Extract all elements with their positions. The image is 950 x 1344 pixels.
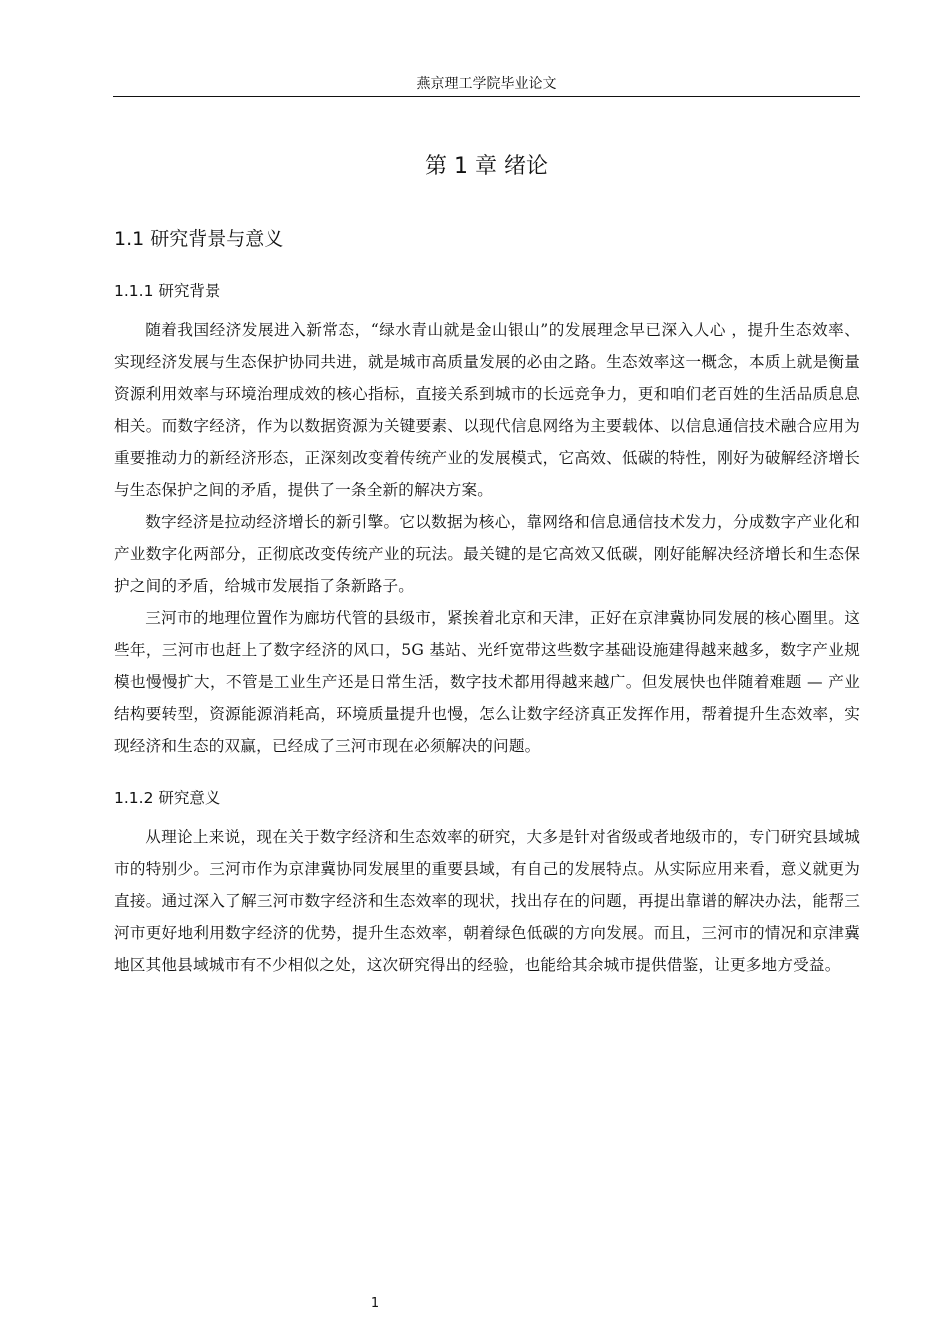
paragraph: 随着我国经济发展进入新常态，“绿水青山就是金山银山”的发展理念早已深入人心 ，提升生态效率、实现经济发展与生态保护协同共进，就是城市高质量发展的必由之路。生态效率这一概念，本质上就是衡量资源利用效率与环境治理成效的核心指标，直接关系到城市的长远竞争力，更和咱们老百姓的生活品质息息相关。而数字经济，作为以数据资源为关键要素、以现代信息网络为主要载体、以信息通信技术融合应用为重要推动力的新经济形态，正深刻改变着传统产业的发展模式，它高效、低碳的特性，刚好为破解经济增长与生态保护之间的矛盾，提供了一条全新的解决方案。 xyxy=(114,321,860,499)
section-1-1-2-body xyxy=(114,821,860,981)
header-divider xyxy=(113,96,860,97)
section-title-1-1: 1.1 研究背景与意义 xyxy=(114,228,284,250)
paragraph: 从理论上来说，现在关于数字经济和生态效率的研究，大多是针对省级或者地级市的，专门研究县域城市的特别少。三河市作为京津冀协同发展里的重要县域，有自己的发展特点。从实际应用来看，意义就更为直接。通过深入了解三河市数字经济和生态效率的现状，找出存在的问题，再提出靠谱的解决办法，能帮三河市更好地利用数字经济的优势，提升生态效率，朝着绿色低碳的方向发展。而且，三河市的情况和京津冀地区其他县域城市有不少相似之处，这次研究得出的经验，也能给其余城市提供借鉴，让更多地方受益。 xyxy=(114,828,860,974)
subsection-title-1-1-1: 1.1.1 研究背景 xyxy=(114,282,221,300)
chapter-title: 第 1 章 绪论 xyxy=(425,154,548,179)
paragraph: 数字经济是拉动经济增长的新引擎。它以数据为核心，靠网络和信息通信技术发力，分成数字产业化和产业数字化两部分，正彻底改变传统产业的玩法。最关键的是它高效又低碳，刚好能解决经济增长和生态保护之间的矛盾，给城市发展指了条新路子。 xyxy=(114,513,860,595)
page-number: 1 xyxy=(370,1296,380,1311)
page-header-title: 燕京理工学院毕业论文 xyxy=(416,76,557,92)
paragraph: 三河市的地理位置作为廊坊代管的县级市，紧挨着北京和天津，正好在京津冀协同发展的核心圈里。这些年，三河市也赶上了数字经济的风口，5G 基站、光纤宽带这些数字基础设施建得越来越多，数字产业规模也慢慢扩大，不管是工业生产还是日常生活，数字技术都用得越来越广。但发展快也伴随着难题 — 产业结构要转型，资源能源消耗高，环境质量提升也慢，怎么让数字经济真正发挥作用，帮着提升生态效率，实现经济和生态的双赢，已经成了三河市现在必须解决的问题。 xyxy=(114,609,860,755)
subsection-title-1-1-2: 1.1.2 研究意义 xyxy=(114,789,221,807)
section-1-1-1-body xyxy=(114,314,860,762)
